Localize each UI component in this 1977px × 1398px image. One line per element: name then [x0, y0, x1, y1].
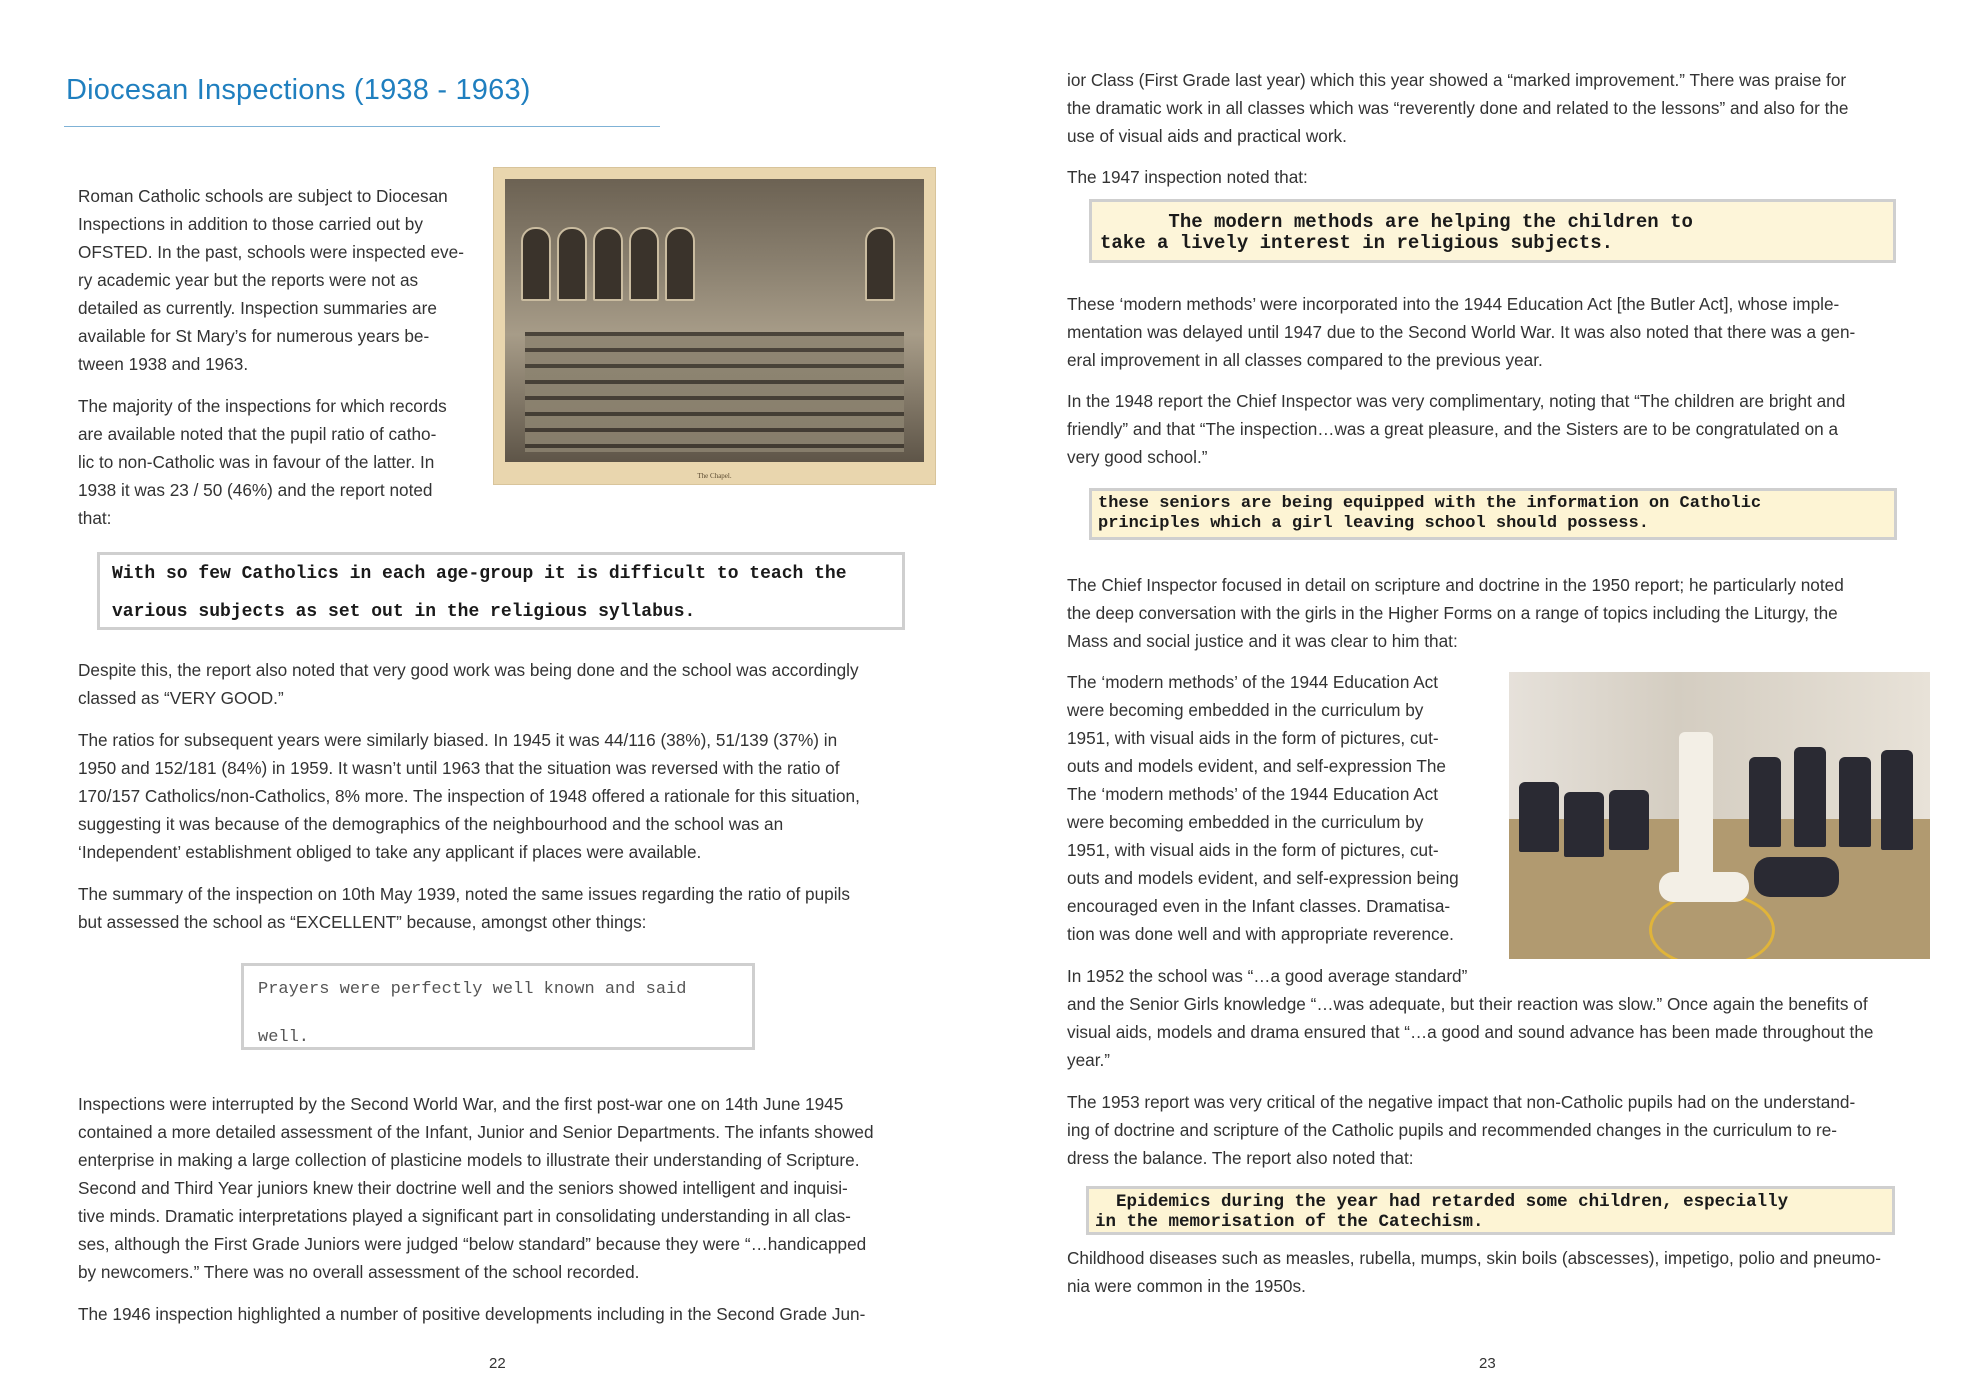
continuation-paragraph: ior Class (First Grade last year) which this year showed a “marked improvement.” There was praise for the dramatic work in all classes which was “reverently done and related to the lessons” and also for the use of visual aids and practical work.	[1067, 70, 1849, 146]
report-1950-paragraph: The Chief Inspector focused in detail on scripture and doctrine in the 1950 report; he particularly noted the deep conversation with the girls in the Higher Forms on a range of topics including the Liturgy, the Mass and social justice and it was clear to him that:	[1067, 575, 1844, 651]
report-1953-paragraph: The 1953 report was very critical of the negative impact that non-Catholic pupils had on the understand- ing of doctrine and scripture of the Catholic pupils and recommended changes in the curriculum to re- dress the balance. The report also noted that:	[1067, 1092, 1856, 1168]
inspection-1946-paragraph: The 1946 inspection highlighted a number of positive developments including in the Second Grade Jun-	[78, 1304, 866, 1324]
quote-1947: The modern methods are helping the children to take a lively interest in religious subjects.	[1089, 199, 1896, 263]
page-number-right: 23	[1479, 1355, 1496, 1372]
page-title: Diocesan Inspections (1938 - 1963)	[66, 74, 531, 106]
drama-class-photo	[1509, 672, 1930, 959]
chapel-image	[505, 179, 924, 462]
title-underline	[64, 126, 660, 127]
noted-1947-paragraph: The 1947 inspection noted that:	[1067, 167, 1308, 187]
report-1948-paragraph: In the 1948 report the Chief Inspector was very complimentary, noting that “The children are bright and friendly” and that “The inspection…was a great pleasure, and the Sisters are to be congratulated on a very good school.”	[1067, 391, 1846, 467]
summary-1939-paragraph: The summary of the inspection on 10th May 1939, noted the same issues regarding the ratio of pupils but assessed the school as “EXCELLENT” because, amongst other things:	[78, 884, 850, 932]
despite-paragraph: Despite this, the report also noted that very good work was being done and the school was accordingly classed as “VERY GOOD.”	[78, 660, 859, 708]
report-1952-paragraph: In 1952 the school was “…a good average standard” and the Senior Girls knowledge “…was adequate, but their reaction was slow.” Once again the benefits of visual aids, models and drama ensured that “…a good and sound advance has been made throughout the year.”	[1067, 966, 1874, 1070]
intro-paragraph: Roman Catholic schools are subject to Diocesan Inspections in addition to those carried out by OFSTED. In the past, schools were inspected eve- ry academic year but the reports were not as detailed as currently. Inspection summaries are available for St Mary’s for numerous years be- tween 1938 and 1963.	[78, 186, 464, 374]
quote-1948: these seniors are being equipped with the information on Catholic principles which a girl leaving school should possess.	[1089, 488, 1897, 540]
modern-methods-paragraph: These ‘modern methods’ were incorporated into the 1944 Education Act [the Butler Act], whose imple- mentation was delayed until 1947 due to the Second World War. It was also noted that there was a gen- eral improvement in all classes compared to the previous year.	[1067, 294, 1856, 370]
quote-1939: Prayers were perfectly well known and said well.	[241, 963, 755, 1050]
diseases-paragraph: Childhood diseases such as measles, rubella, mumps, skin boils (abscesses), impetigo, polio and pneumo- nia were common in the 1950s.	[1067, 1248, 1881, 1296]
chapel-photo	[493, 167, 936, 485]
left-page	[0, 0, 988, 1398]
quote-1938: With so few Catholics in each age-group it is difficult to teach the various subjects as set out in the religious syllabus.	[97, 552, 905, 630]
quote-1953: Epidemics during the year had retarded some children, especially in the memorisation of the Catechism.	[1086, 1186, 1895, 1235]
chapel-caption: The Chapel.	[697, 472, 732, 480]
war-paragraph: Inspections were interrupted by the Second World War, and the first post-war one on 14th June 1945 contained a more detailed assessment of the Infant, Junior and Senior Departments. The infants showed enterprise in making a large collection of plasticine models to illustrate their understanding of Scripture. Second and Third Year juniors knew their doctrine well and the seniors showed intelligent and inquisi- tive minds. Dramatic interpretations played a significant part in consolidating understanding in all clas- ses, although the First Grade Juniors were judged “below standard” because they were “…handicapped by newcomers.” There was no overall assessment of the school recorded.	[78, 1094, 874, 1282]
embedded-methods-paragraph: The ‘modern methods’ of the 1944 Education Act were becoming embedded in the curriculum by 1951, with visual aids in the form of pictures, cut- outs and models evident, and self-expression The The ‘modern methods’ of the 1944 Education Act were becoming embedded in the curriculum by 1951, with visual aids in the form of pictures, cut- outs and models evident, and self-expression being encouraged even in the Infant classes. Dramatisa- tion was done well and with appropriate reverence.	[1067, 672, 1459, 944]
page-number-left: 22	[489, 1355, 506, 1372]
ratio-paragraph: The majority of the inspections for which records are available noted that the pupil ratio of catho- lic to non-Catholic was in favour of the latter. In 1938 it was 23 / 50 (46%) and the report noted that:	[78, 396, 447, 528]
ratios-paragraph: The ratios for subsequent years were similarly biased. In 1945 it was 44/116 (38%), 51/139 (37%) in 1950 and 152/181 (84%) in 1959. It wasn’t until 1963 that the situation was reversed with the ratio of 170/157 Catholics/non-Catholics, 8% more. The inspection of 1948 offered a rationale for this situation, suggesting it was because of the demographics of the neighbourhood and the school was an ‘Independent’ establishment obliged to take any applicant if places were available.	[78, 730, 860, 862]
